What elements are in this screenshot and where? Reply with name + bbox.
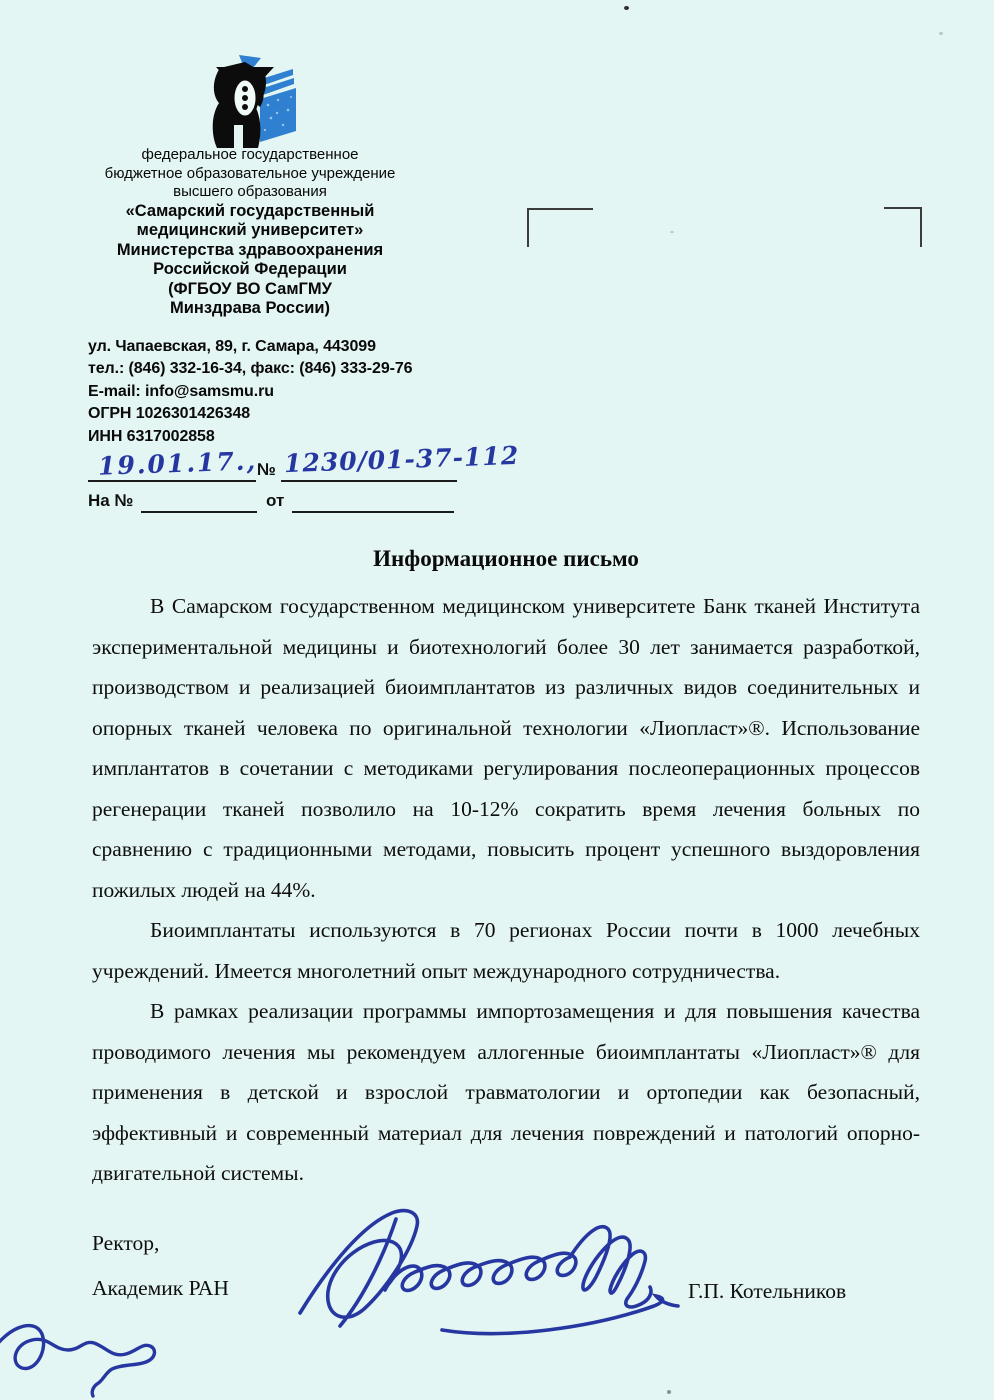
scan-noise-dot	[624, 6, 629, 10]
org-line: «Самарский государственный	[125, 201, 375, 220]
university-logo-icon	[203, 55, 303, 150]
org-line: медицинский университет»	[136, 221, 364, 239]
contact-line: E-mail: info@samsmu.ru	[88, 382, 274, 400]
contact-line: ИНН 6317002858	[88, 427, 215, 445]
org-line: бюджетное образовательное учреждение	[104, 164, 396, 182]
paragraph: Биоимплантаты используются в 70 регионах России почти в 1000 лечебных учреждений. Имеется многолетний опыт международного сотрудничества.	[92, 918, 920, 983]
signatory-name: Г.П. Котельников	[688, 1279, 847, 1303]
letter-body	[92, 586, 920, 1194]
signatory-role-line1: Ректор,	[92, 1231, 160, 1255]
org-line: Российской Федерации	[153, 260, 347, 278]
org-line: Минздрава России)	[169, 299, 331, 317]
letterhead-contacts	[88, 336, 412, 448]
letterhead-organisation	[55, 146, 445, 319]
number-underline	[281, 480, 457, 482]
org-line: высшего образования	[173, 183, 327, 200]
scan-noise-dot	[939, 32, 943, 35]
paragraph: В рамках реализации программы импортозамещения и для повышения качества проводимого лечения мы рекомендуем аллогенные биоимплантаты «Лиопласт»® для применения в детской и взрослой травматологии и ортопедии как безопасный, эффективный и современный материал для лечения повреждений и патологий опорно-двигательной системы.	[92, 999, 920, 1185]
reply-date-underline	[292, 511, 454, 513]
address-corner-mark-right	[884, 207, 922, 247]
reply-to-label: На №	[88, 491, 134, 510]
scan-noise-dot	[670, 231, 674, 233]
rector-signature	[292, 1193, 712, 1345]
signatory-role-line2: Академик РАН	[92, 1276, 229, 1300]
org-line: федеральное государственное	[141, 146, 359, 163]
contact-line: тел.: (846) 332-16-34, факс: (846) 333-29-76	[88, 360, 413, 378]
reply-number-underline	[141, 511, 257, 513]
scan-noise-dot	[667, 1390, 671, 1394]
number-label: №	[257, 460, 276, 479]
letter-title: Информационное письмо	[373, 546, 639, 571]
address-corner-mark-left	[527, 208, 593, 247]
secondary-signature-scribble	[0, 1306, 204, 1400]
handwritten-number: 1230/01-37-112	[283, 440, 520, 479]
org-line: (ФГБОУ ВО СамГМУ	[168, 279, 332, 298]
handwritten-date: 19.01.17.,	[97, 446, 258, 481]
date-underline	[88, 480, 256, 482]
reply-from-label: от	[266, 491, 285, 510]
contact-line: ул. Чапаевская, 89, г. Самара, 443099	[88, 338, 376, 355]
paragraph: В Самарском государственном медицинском университете Банк тканей Института экспериментальной медицины и биотехнологий более 30 лет занимается разработкой, производством и реализацией биоимплантатов из различных видов соединительных и опорных тканей человека по оригинальной технологии «Лиопласт»®. Использование имплантатов в сочетании с методиками регулирования послеоперационных процессов регенерации тканей позволило на 10-12% сократить время лечения больных по сравнению с традиционными методами, повысить процент успешного выздоровления пожилых людей на 44%.	[92, 594, 920, 902]
org-line: Министерства здравоохранения	[116, 240, 384, 259]
contact-line: ОГРН 1026301426348	[88, 405, 251, 423]
